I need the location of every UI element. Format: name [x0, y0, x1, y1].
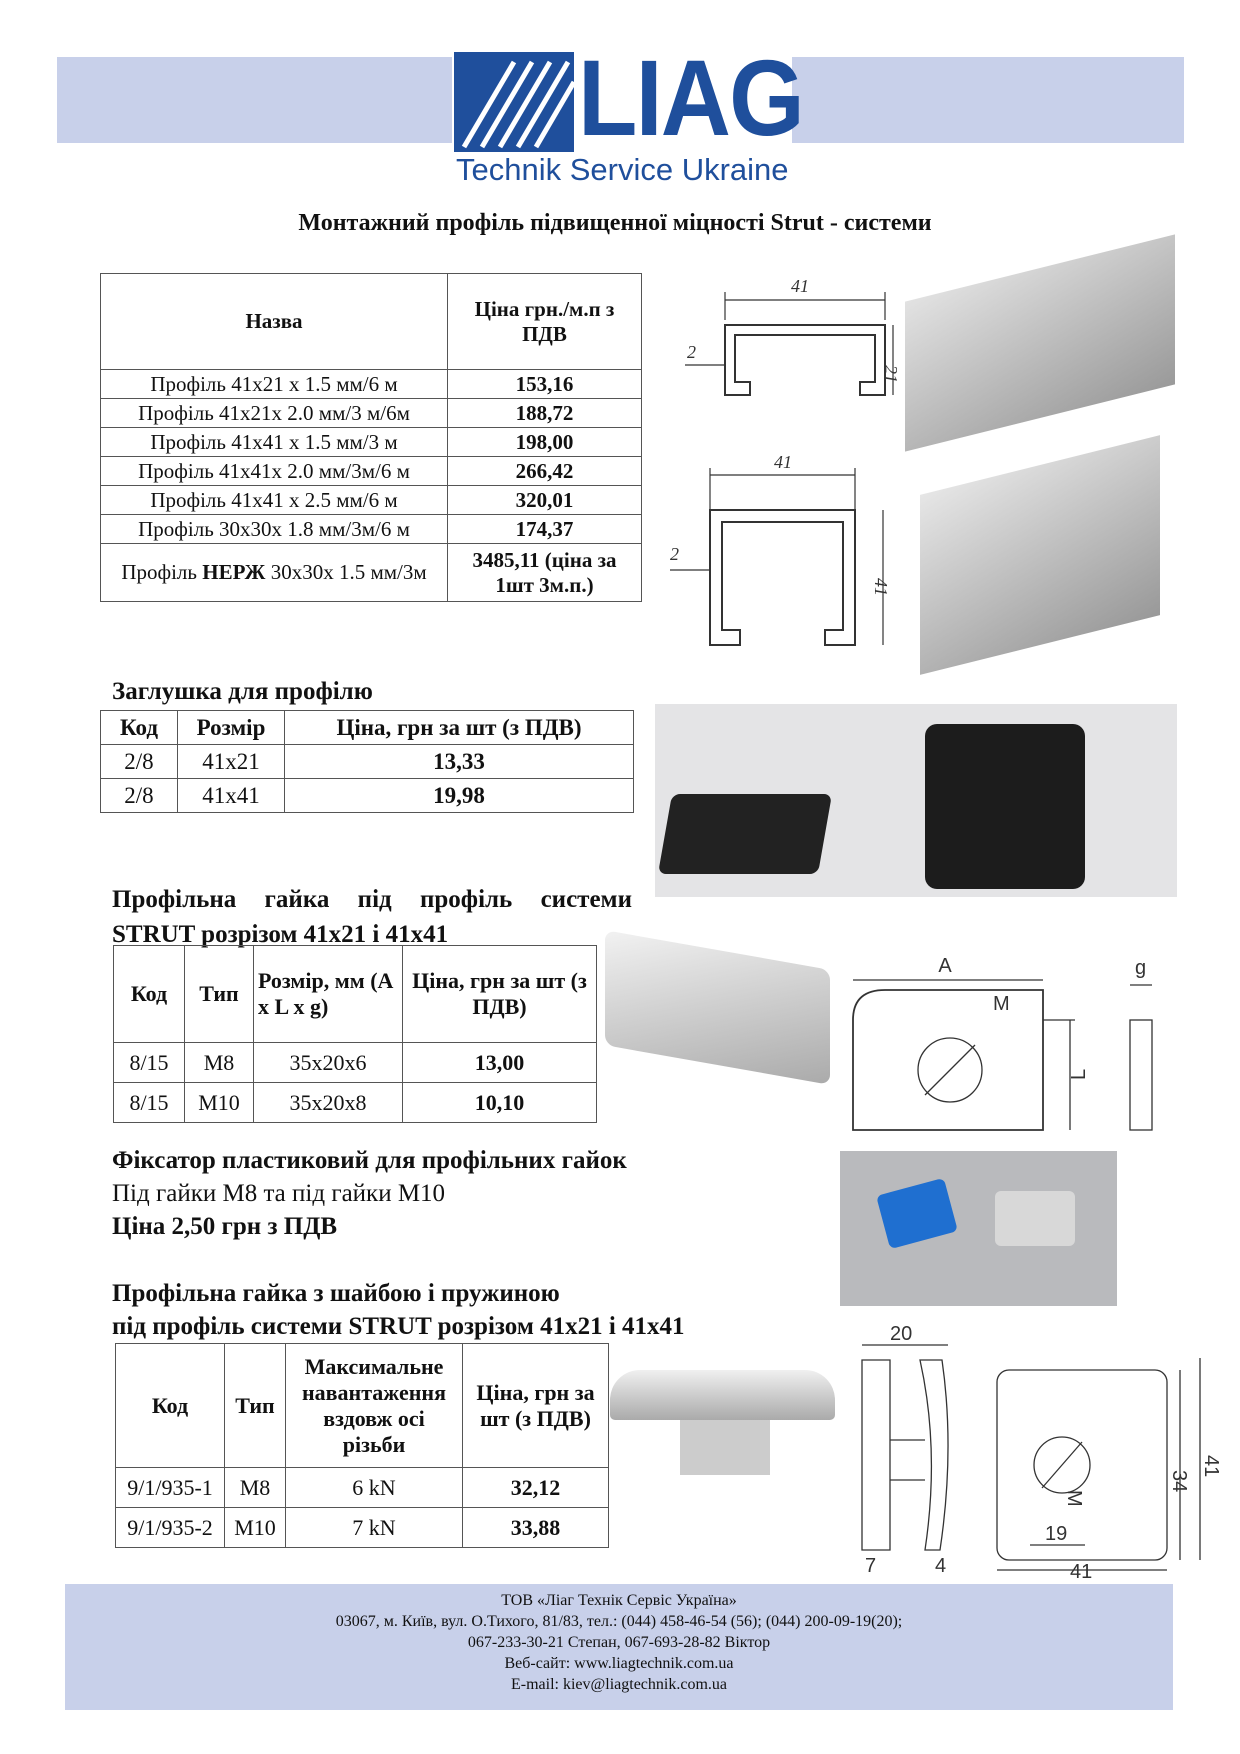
table-row: 8/15 M10 35x20x8 10,10 — [114, 1083, 597, 1123]
svg-text:2: 2 — [670, 544, 679, 564]
svg-text:7: 7 — [865, 1555, 877, 1577]
svg-text:21: 21 — [881, 365, 901, 383]
svg-text:M: M — [993, 993, 1010, 1015]
svg-text:g: g — [1135, 957, 1147, 979]
svg-text:19: 19 — [1045, 1523, 1068, 1545]
table-row: Профіль 41x21 x 1.5 мм/6 м 153,16 — [101, 370, 642, 399]
spring-table: Код Тип Максимальне навантаження вздовж осі різьби Ціна, грн за шт (з ПДВ) 9/1/935-1 M8 6 kN 32,12 9/1/935-2 M10 7 kN 33,88 — [115, 1343, 609, 1548]
table-row: 9/1/935-2 M10 7 kN 33,88 — [116, 1508, 609, 1548]
nut-table: Код Тип Розмір, мм (A x L x g) Ціна, грн за шт (з ПДВ) 8/15 M8 35x20x6 13,00 8/15 M10 35x20x8 10,10 — [113, 945, 597, 1123]
table-row: Профіль 30x30x 1.8 мм/3м/6 м 174,37 — [101, 515, 642, 544]
caps-table: Код Розмір Ціна, грн за шт (з ПДВ) 2/8 41x21 13,33 2/8 41x41 19,98 — [100, 710, 634, 813]
fixer-line: Під гайки M8 та під гайки M10 — [112, 1180, 446, 1207]
table-row: Профіль 41x41x 2.0 мм/3м/6 м 266,42 — [101, 457, 642, 486]
col-header-price: Ціна грн./м.п з ПДВ — [448, 274, 642, 370]
footer-company: ТОВ «Ліаг Технік Сервіс Україна» — [501, 1592, 737, 1609]
footer-email[interactable]: E-mail: kiev@liagtechnik.com.ua — [511, 1676, 727, 1693]
nut-heading: Профільна гайка під профіль системи STRUT розрізом 41x21 і 41x41 — [112, 886, 632, 948]
footer — [65, 1584, 1173, 1710]
nut-photo — [605, 930, 830, 1085]
svg-text:2: 2 — [687, 342, 696, 362]
svg-text:A: A — [938, 955, 952, 977]
svg-text:34: 34 — [1168, 1470, 1190, 1493]
table-row: Профіль 41x41 x 2.5 мм/6 м 320,01 — [101, 486, 642, 515]
profiles-table — [100, 273, 642, 602]
profile-41x21-photo — [905, 234, 1175, 451]
logo — [452, 37, 803, 190]
caps-heading: Заглушка для профілю — [112, 678, 373, 705]
table-row: 9/1/935-1 M8 6 kN 32,12 — [116, 1468, 609, 1508]
spring-heading: Профільна гайка з шайбою і пружиною під профіль системи STRUT розрізом 41x21 і 41x41 — [112, 1280, 685, 1340]
table-row: Профіль 41x21x 2.0 мм/3 м/6м 188,72 — [101, 399, 642, 428]
fixer-price: Ціна 2,50 грн з ПДВ — [112, 1213, 338, 1240]
svg-text:41: 41 — [774, 452, 792, 472]
table-row: 2/8 41x21 13,33 — [101, 745, 634, 779]
table-row: 8/15 M8 35x20x6 13,00 — [114, 1043, 597, 1083]
nut-drawing — [845, 950, 1205, 1135]
svg-text:41: 41 — [791, 276, 809, 296]
spring-drawing — [830, 1320, 1230, 1583]
footer-address: 03067, м. Київ, вул. О.Тихого, 81/83, тел.: (044) 458-46-54 (56); (044) 200-09-19(20); — [335, 1613, 903, 1630]
svg-text:20: 20 — [890, 1323, 913, 1345]
spring-photo — [610, 1370, 835, 1490]
svg-text:41: 41 — [1070, 1561, 1093, 1583]
footer-phones: 067-233-30-21 Степан, 067-693-28-82 Віктор — [467, 1634, 771, 1651]
profile-41x41-photo — [920, 435, 1160, 675]
profile-41x21-drawing — [665, 270, 901, 420]
table-row: Профіль 41x41 x 1.5 мм/3 м 198,00 — [101, 428, 642, 457]
logo-stripes-icon — [454, 52, 574, 152]
fixer-photo — [840, 1151, 1117, 1306]
page-title: Монтажний профіль підвищенної міцності Strut - системи — [298, 210, 932, 236]
svg-text:M: M — [1063, 1490, 1085, 1507]
col-header-name: Назва — [101, 274, 448, 370]
svg-text:4: 4 — [935, 1555, 947, 1577]
svg-text:41: 41 — [871, 578, 891, 596]
fixer-heading: Фіксатор пластиковий для профільних гайок — [112, 1147, 627, 1174]
svg-text:L: L — [1068, 1068, 1090, 1080]
logo-subtitle: Technik Service Ukraine — [456, 152, 789, 187]
profile-41x41-drawing — [665, 450, 895, 660]
logo-text: LIAG — [578, 37, 803, 158]
svg-text:41: 41 — [1200, 1455, 1222, 1478]
table-row: Профіль НЕРЖ 30x30x 1.5 мм/3м 3485,11 (ціна за 1шт 3м.п.) — [101, 544, 642, 602]
footer-web[interactable]: Веб-сайт: www.liagtechnik.com.ua — [504, 1655, 734, 1672]
caps-photo — [655, 704, 1177, 897]
table-row: 2/8 41x41 19,98 — [101, 779, 634, 813]
